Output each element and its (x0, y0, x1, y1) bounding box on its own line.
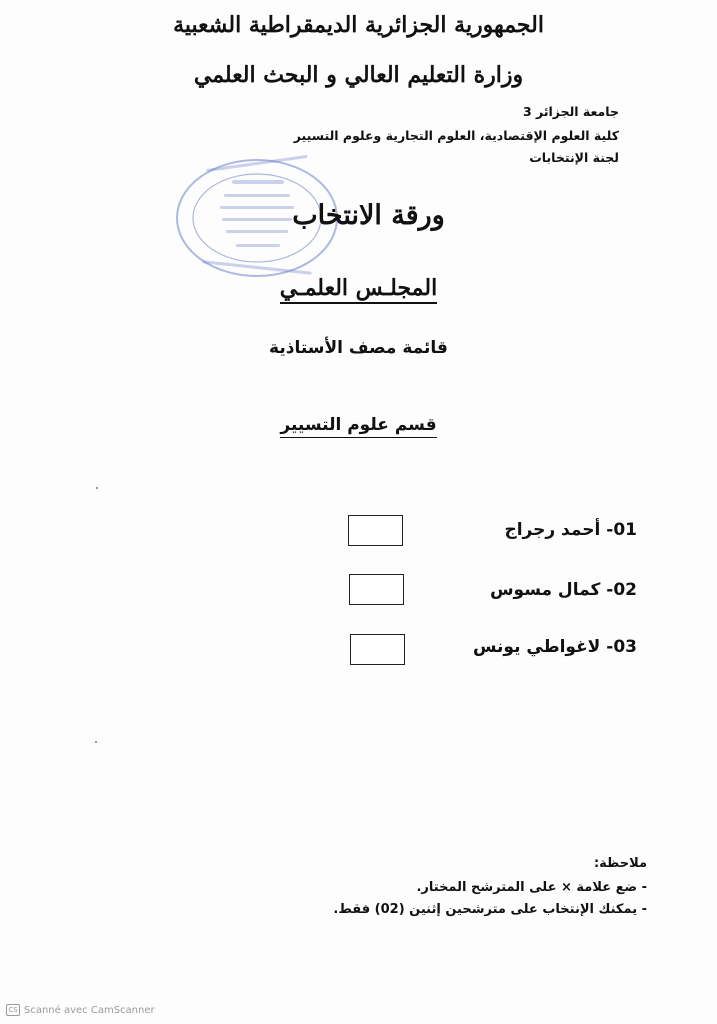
department-heading (0, 415, 717, 435)
ballot-title: ورقة الانتخاب (292, 200, 445, 231)
candidate-name-3: 03- لاغواطي يونس (473, 637, 637, 657)
camscanner-icon: CS (6, 1004, 20, 1016)
note-item-2: - يمكنك الإنتخاب على مترشحين إثنين (02) فقط. (333, 902, 647, 917)
note-item-1: - ضع علامة × على المترشح المختار. (416, 880, 647, 895)
notes-label: ملاحظة: (593, 856, 647, 871)
scan-speck (95, 741, 97, 743)
candidate-checkbox-3[interactable] (350, 634, 405, 665)
council-heading (0, 275, 717, 301)
department-label: قسم علوم التسيير (280, 415, 436, 438)
council-label: المجلـس العلمـي (280, 275, 437, 304)
faculty-name: كلية العلوم الإقتصادية، العلوم التجارية وعلوم التسيير (293, 128, 619, 143)
candidate-name-2: 02- كمال مسوس (490, 580, 637, 600)
scanner-footer-text: Scanné avec CamScanner (24, 1004, 155, 1016)
republic-heading: الجمهورية الجزائرية الديمقراطية الشعبية (173, 12, 544, 38)
scan-speck (96, 487, 98, 489)
election-committee: لجنة الإنتخابات (529, 150, 619, 165)
candidate-checkbox-1[interactable] (348, 515, 403, 546)
candidate-checkbox-2[interactable] (349, 574, 404, 605)
candidate-name-1: 01- أحمد رجراج (504, 520, 637, 540)
list-heading: قائمة مصف الأستاذية (269, 338, 448, 358)
ministry-heading: وزارة التعليم العالي و البحث العلمي (193, 62, 524, 88)
university-name: جامعة الجزائر 3 (522, 104, 619, 119)
scanner-footer (6, 1004, 155, 1016)
